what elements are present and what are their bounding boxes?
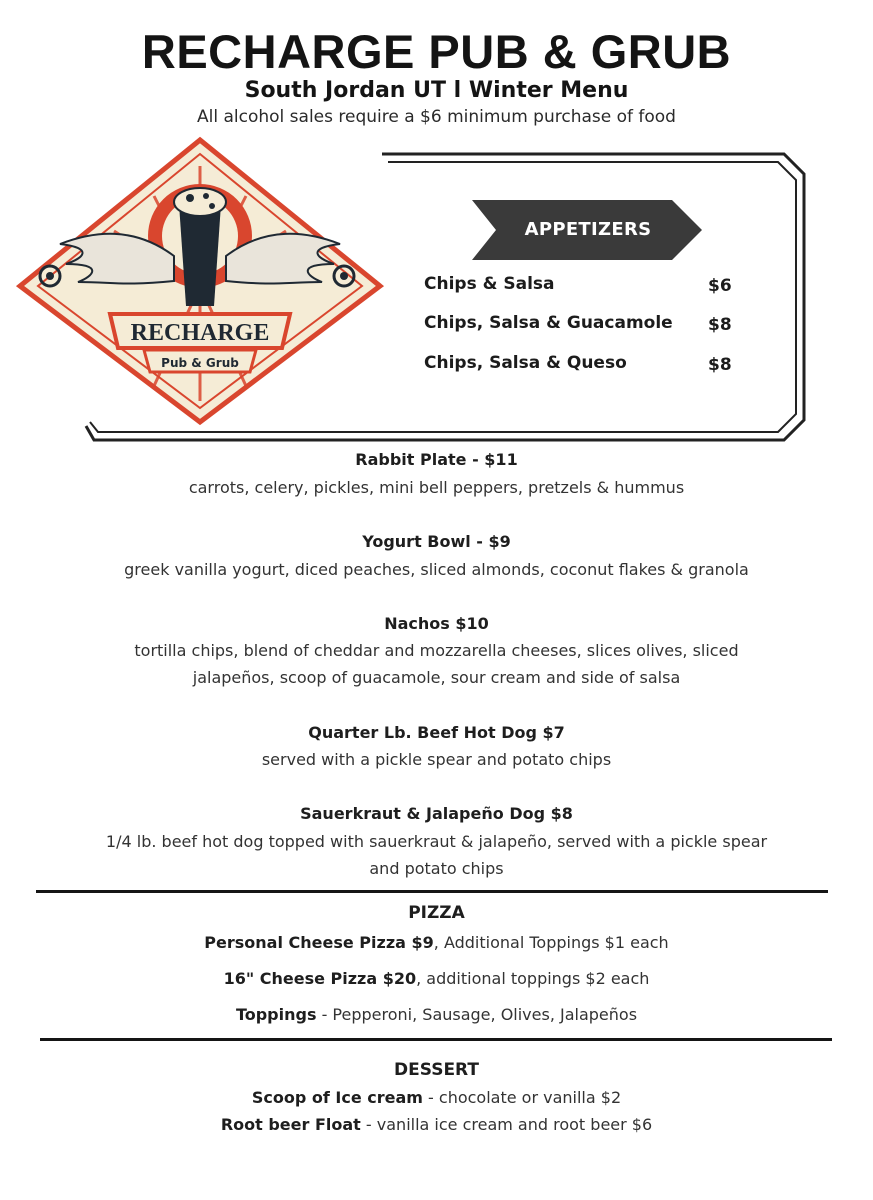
logo-tagline-text: Pub & Grub bbox=[161, 356, 239, 370]
menu-item-title: Yogurt Bowl - $9 bbox=[362, 532, 511, 551]
appetizer-price: $8 bbox=[708, 315, 732, 335]
alcohol-notice: All alcohol sales require a $6 minimum purchase of food bbox=[197, 107, 676, 127]
appetizer-item bbox=[424, 274, 754, 304]
menu-item-title: Nachos $10 bbox=[384, 614, 489, 633]
menu-item-title: Sauerkraut & Jalapeño Dog $8 bbox=[300, 804, 573, 823]
menu-item-desc: jalapeños, scoop of guacamole, sour cream and side of salsa bbox=[192, 668, 681, 687]
dessert-line: Scoop of Ice cream - chocolate or vanilla $2 bbox=[251, 1088, 622, 1107]
appetizer-item bbox=[424, 353, 754, 383]
menu-item-desc: and potato chips bbox=[369, 859, 504, 878]
appetizer-item bbox=[424, 313, 754, 343]
logo-brand-text: RECHARGE bbox=[130, 320, 270, 346]
pizza-line: 16" Cheese Pizza $20, additional toppings $2 each bbox=[223, 969, 650, 988]
pizza-line: Toppings - Pepperoni, Sausage, Olives, Jalapeños bbox=[235, 1005, 638, 1024]
menu-item-desc: served with a pickle spear and potato chips bbox=[261, 750, 612, 769]
dessert-heading: DESSERT bbox=[394, 1060, 479, 1080]
appetizer-name: Chips & Salsa bbox=[424, 274, 555, 294]
dessert-line: Root beer Float - vanilla ice cream and root beer $6 bbox=[220, 1115, 653, 1134]
menu-item-desc: tortilla chips, blend of cheddar and mozzarella cheeses, slices olives, sliced bbox=[134, 641, 739, 660]
pizza-heading: PIZZA bbox=[408, 903, 465, 923]
section-divider bbox=[40, 1038, 832, 1041]
appetizer-name: Chips, Salsa & Guacamole bbox=[424, 313, 673, 333]
appetizers-heading: APPETIZERS bbox=[524, 219, 652, 240]
menu-item-title: Rabbit Plate - $11 bbox=[355, 450, 518, 469]
menu-item-title: Quarter Lb. Beef Hot Dog $7 bbox=[308, 723, 565, 742]
menu-item-desc: 1/4 lb. beef hot dog topped with sauerkraut & jalapeño, served with a pickle spear bbox=[105, 832, 768, 851]
restaurant-title: RECHARGE PUB & GRUB bbox=[141, 25, 732, 78]
appetizer-name: Chips, Salsa & Queso bbox=[424, 353, 627, 373]
pizza-line: Personal Cheese Pizza $9, Additional Toppings $1 each bbox=[204, 933, 669, 952]
menu-item-desc: carrots, celery, pickles, mini bell peppers, pretzels & hummus bbox=[188, 478, 685, 497]
section-divider bbox=[36, 890, 828, 893]
menu-item-desc: greek vanilla yogurt, diced peaches, sliced almonds, coconut flakes & granola bbox=[124, 560, 749, 579]
menu-subtitle: South Jordan UT l Winter Menu bbox=[244, 78, 629, 103]
appetizer-price: $8 bbox=[708, 355, 732, 375]
appetizer-price: $6 bbox=[708, 276, 732, 296]
